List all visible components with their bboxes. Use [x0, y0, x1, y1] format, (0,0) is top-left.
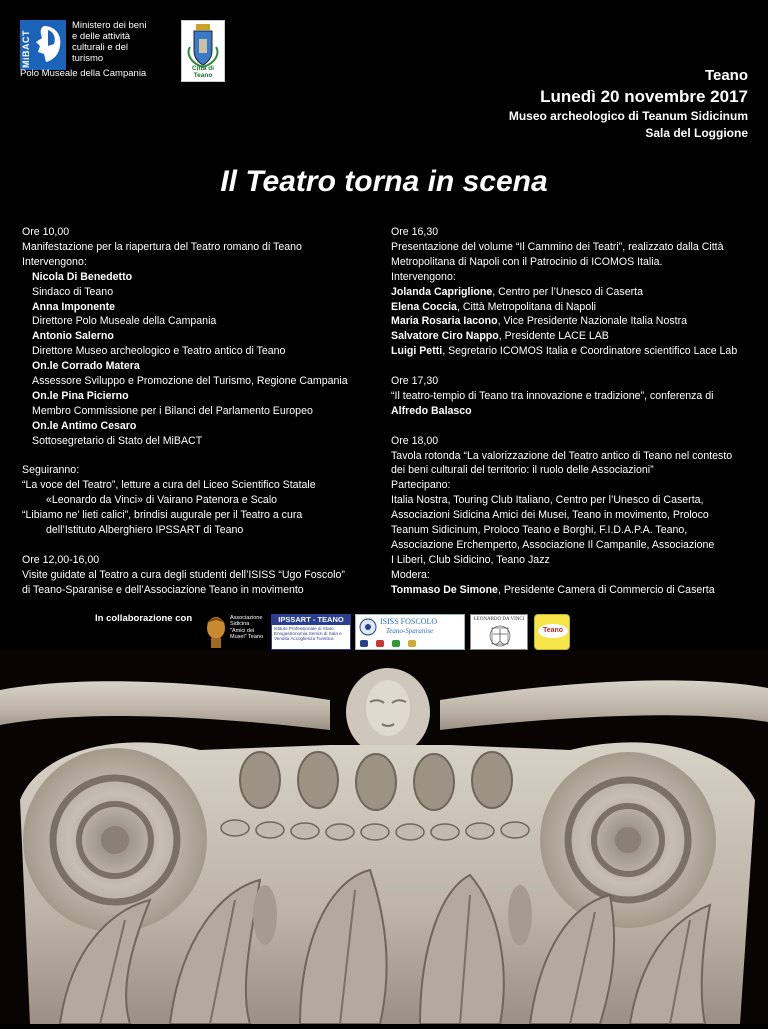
- session-description: Presentazione del volume “Il Cammino dei Teatri”, realizzato dalla Città: [391, 240, 724, 253]
- collaboration-label: In collaborazione con: [95, 613, 193, 624]
- mibact-logo: [20, 20, 66, 70]
- speaker-role: , Presidente LACE LAB: [498, 330, 609, 343]
- vitruvian-man-icon: [488, 624, 512, 648]
- poster-title: Il Teatro torna in scena: [220, 165, 548, 198]
- participants-list: I Liberi, Club Sidicino, Teano Jazz: [391, 553, 550, 566]
- speakers-heading: Intervengono:: [391, 270, 456, 283]
- event-hall: Sala del Loggione: [645, 126, 748, 140]
- flag-icon: [392, 640, 400, 647]
- session-time: Ore 10,00: [22, 226, 70, 238]
- corinthian-capital-photo: [0, 650, 768, 1024]
- session-time: Ore 16,30: [391, 226, 439, 238]
- session-description: di Teano-Sparanise e dell’Associazione Teano in movimento: [22, 583, 304, 596]
- program-left-column: [22, 225, 377, 598]
- flag-icon: [376, 640, 384, 647]
- speaker-entry: [391, 314, 756, 329]
- speaker-role: Assessore Sviluppo e Promozione del Turismo, Regione Campania: [32, 375, 348, 388]
- session-time: Ore 12,00-16,00: [22, 553, 100, 566]
- speaker-name: Maria Rosaria Iacono: [391, 315, 498, 328]
- city-crest-icon: [182, 21, 224, 71]
- ministry-line: Ministero dei beni: [72, 20, 147, 31]
- speaker-entry: [391, 329, 756, 344]
- speaker-role: Membro Commissione per i Bilanci del Parlamento Europeo: [32, 404, 313, 417]
- speaker-name: Anna Imponente: [32, 300, 115, 313]
- following-heading: Seguiranno:: [22, 464, 80, 477]
- isiss-logo: [355, 614, 465, 650]
- mibact-face-icon: [34, 24, 64, 64]
- leonardo-title: LEONARDO DA VINCI: [473, 617, 525, 622]
- event-info: [509, 66, 748, 142]
- speaker-entry: [391, 285, 756, 300]
- isiss-subtitle: Teano-Sparanise: [386, 627, 434, 635]
- following-item: dell’Istituto Alberghiero IPSSART di Teano: [46, 524, 244, 537]
- following-item: “Libiamo ne’ lieti calici”, brindisi augurale per il Teatro a cura: [22, 509, 303, 522]
- city-crest-logo: [181, 20, 225, 82]
- speaker-name: On.le Pina Picierno: [32, 389, 129, 402]
- moderator-name: Tommaso De Simone: [391, 583, 498, 596]
- following-item: «Leonardo da Vinci» di Vairano Patenora e Scalo: [46, 494, 278, 507]
- event-date: Lunedì 20 novembre 2017: [540, 87, 748, 106]
- speaker-role: Sottosegretario di Stato del MiBACT: [32, 434, 203, 447]
- speaker-role: , Centro per l’Unesco di Caserta: [492, 285, 643, 298]
- speaker-name: Nicola Di Benedetto: [32, 270, 133, 283]
- session-description: Manifestazione per la riapertura del Teatro romano di Teano: [22, 240, 302, 253]
- speaker-name: Jolanda Capriglione: [391, 285, 493, 298]
- speakers-heading: Intervengono:: [22, 255, 87, 268]
- ministry-line: turismo: [72, 53, 104, 64]
- following-item: “La voce del Teatro”, letture a cura del Liceo Scientifico Statale: [22, 479, 316, 492]
- event-place: Teano: [704, 67, 748, 84]
- speaker-role: Direttore Museo archeologico e Teatro antico di Teano: [32, 345, 286, 358]
- participants-list: Italia Nostra, Touring Club Italiano, Centro per l’Unesco di Caserta,: [391, 494, 704, 507]
- participants-list: Teanum Sidicinum, Proloco Teano e Borghi, F.I.D.A.P.A. Teano,: [391, 524, 688, 537]
- program-right-column: [391, 225, 756, 598]
- speaker-name: On.le Corrado Matera: [32, 360, 140, 373]
- session-description: dei beni culturali del territorio: il ruolo delle Associazioni”: [391, 464, 654, 477]
- city-name: Città di Teano: [191, 65, 215, 79]
- participants-heading: Partecipano:: [391, 479, 451, 492]
- isiss-emblem-icon: [359, 618, 377, 636]
- speaker-role: Direttore Polo Museale della Campania: [32, 315, 217, 328]
- ministry-name: [72, 20, 162, 64]
- moderator-heading: Modera:: [391, 568, 430, 581]
- sidicina-text: Associazione Sidicina "Amici dei Musei" Teano: [230, 615, 263, 641]
- sidicina-head-icon: [203, 614, 229, 650]
- speaker-entry: [391, 300, 756, 315]
- ipssart-logo: [271, 614, 351, 650]
- session-description: Visite guidate al Teatro a cura degli studenti dell’ISISS “Ugo Foscolo”: [22, 568, 345, 581]
- flag-icon: [408, 640, 416, 647]
- ipssart-title: IPSSART - TEANO: [272, 615, 350, 625]
- speaker-entry: [391, 344, 756, 359]
- sidicina-logo: [203, 614, 263, 650]
- participants-list: Associazioni Sidicina Amici dei Musei, Teano in movimento, Proloco: [391, 509, 709, 522]
- flag-icon: [360, 640, 368, 647]
- speaker-role: , Città Metropolitana di Napoli: [456, 300, 596, 313]
- polo-museale: Polo Museale della Campania: [20, 68, 147, 79]
- moderator-role: , Presidente Camera di Commercio di Caserta: [497, 583, 715, 596]
- isiss-partner-icons: [360, 640, 460, 647]
- ministry-line: culturali e del: [72, 42, 128, 53]
- event-venue: Museo archeologico di Teanum Sidicinum: [508, 109, 748, 123]
- mibact-logo-text: MiBACT: [21, 30, 31, 68]
- session-description: Tavola rotonda “La valorizzazione del Teatro antico di Teano nel contesto: [391, 449, 733, 462]
- speaker-name: Elena Coccia: [391, 300, 457, 313]
- speaker-name: Alfredo Balasco: [391, 404, 472, 417]
- speaker-name: On.le Antimo Cesaro: [32, 419, 137, 432]
- speaker-name: Salvatore Ciro Nappo: [391, 330, 499, 343]
- moderator-entry: [391, 583, 756, 598]
- speaker-name: Antonio Salerno: [32, 330, 114, 343]
- participants-list: Associazione Erchemperto, Associazione Il Campanile, Associazione: [391, 539, 715, 551]
- speaker-role: , Segretario ICOMOS Italia e Coordinatore scientifico Lace Lab: [442, 345, 738, 358]
- leonardo-logo: [470, 614, 528, 650]
- ministry-line: e delle attività: [72, 31, 131, 42]
- isiss-title: ISISS FOSCOLO: [380, 617, 438, 626]
- teano-badge-text: Teano: [538, 624, 568, 638]
- teano-movimento-logo: [534, 614, 570, 650]
- marble-capital-illustration: [0, 650, 768, 1024]
- session-description: Metropolitana di Napoli con il Patrocinio di ICOMOS Italia.: [391, 255, 663, 268]
- session-time: Ore 18,00: [391, 434, 439, 447]
- speaker-name: Luigi Petti: [391, 345, 443, 358]
- session-time: Ore 17,30: [391, 375, 439, 388]
- speaker-role: Sindaco di Teano: [32, 285, 114, 298]
- ipssart-text: Istituto Professionale di Stato Enogastronomia Servizi di Sala e Vendita Accoglienza Turistica: [274, 626, 342, 642]
- session-description: “Il teatro-tempio di Teano tra innovazione e tradizione”, conferenza di: [391, 389, 714, 402]
- speaker-role: , Vice Presidente Nazionale Italia Nostra: [497, 315, 687, 328]
